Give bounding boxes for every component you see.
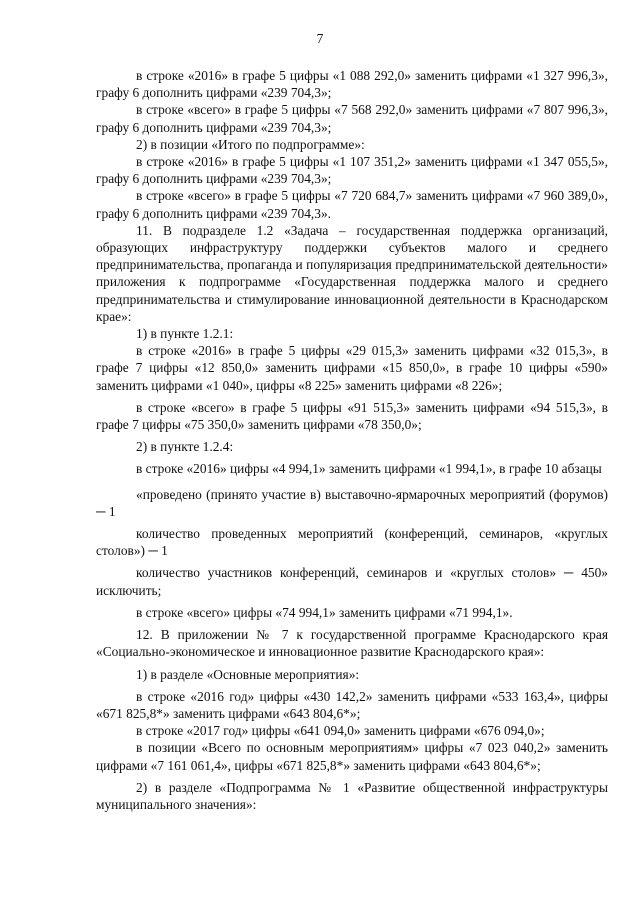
page-number: 7 bbox=[316, 31, 324, 46]
paragraph: в строке «всего» цифры «74 994,1» заменить цифрами «71 994,1». bbox=[136, 604, 513, 620]
paragraph: 1) в пункте 1.2.1: bbox=[136, 326, 234, 342]
paragraph: в строке «2016 год» цифры «430 142,2» заменить цифрами «533 163,4», цифры «671 825,8*» заменить цифрами «643 804,6*»; bbox=[96, 688, 608, 721]
paragraph: в строке «2016» в графе 5 цифры «1 088 292,0» заменить цифрами «1 327 996,3», графу 6 дополнить цифрами «239 704,3»; bbox=[96, 68, 608, 101]
paragraph: 1) в разделе «Основные мероприятия»: bbox=[136, 666, 360, 682]
paragraph: 2) в разделе «Подпрограмма № 1 «Развитие общественной инфраструктуры муниципального значения»: bbox=[96, 779, 608, 812]
paragraph: в строке «2016» в графе 5 цифры «29 015,3» заменить цифрами «32 015,3», в графе 7 цифры «12 850,0» заменить цифрами «15 850,0», в графе 10 цифры «590» заменить цифрами «1 040», цифры «8 225» заменить цифрами «8 226»; bbox=[96, 343, 608, 393]
paragraph: количество участников конференций, семинаров и «круглых столов» ─ 450» исключить; bbox=[96, 565, 608, 598]
paragraph: в строке «2016» в графе 5 цифры «1 107 351,2» заменить цифрами «1 347 055,5», графу 6 дополнить цифрами «239 704,3»; bbox=[96, 154, 608, 187]
paragraph: в строке «всего» в графе 5 цифры «7 720 684,7» заменить цифрами «7 960 389,0», графу 6 дополнить цифрами «239 704,3». bbox=[96, 188, 608, 221]
paragraph: в строке «2017 год» цифры «641 094,0» заменить цифрами «676 094,0»; bbox=[136, 723, 545, 739]
paragraph: 11. В подразделе 1.2 «Задача – государственная поддержка организаций, образующих инфраструктуру поддержки субъектов малого и среднего предпринимательства, пропаганда и популяризация предпринимательской деятельности» приложения к подпрограмме «Государственная поддержка малого и среднего предпринимательства и стимулирование инновационной деятельности в Краснодарском крае»: bbox=[96, 222, 608, 324]
paragraph: в строке «2016» цифры «4 994,1» заменить цифрами «1 994,1», в графе 10 абзацы bbox=[136, 461, 602, 477]
paragraph: количество проведенных мероприятий (конференций, семинаров, «круглых столов») ─ 1 bbox=[96, 526, 608, 559]
paragraph: 2) в пункте 1.2.4: bbox=[136, 439, 234, 455]
paragraph: 12. В приложении № 7 к государственной программе Краснодарского края «Социально-экономическое и инновационное развитие Краснодарского края»: bbox=[96, 627, 608, 660]
paragraph: в позиции «Всего по основным мероприятиям» цифры «7 023 040,2» заменить цифрами «7 161 061,4», цифры «671 825,8*» заменить цифрами «643 804,6*»; bbox=[96, 740, 608, 773]
paragraph: «проведено (принято участие в) выставочно-ярмарочных мероприятий (форумов) ─ 1 bbox=[96, 486, 608, 519]
document-body bbox=[96, 67, 608, 813]
paragraph: в строке «всего» в графе 5 цифры «7 568 292,0» заменить цифрами «7 807 996,3», графу 6 дополнить цифрами «239 704,3»; bbox=[96, 102, 608, 135]
paragraph: 2) в позиции «Итого по подпрограмме»: bbox=[136, 136, 365, 152]
paragraph: в строке «всего» в графе 5 цифры «91 515,3» заменить цифрами «94 515,3», в графе 7 цифры «75 350,0» заменить цифрами «78 350,0»; bbox=[96, 399, 608, 433]
